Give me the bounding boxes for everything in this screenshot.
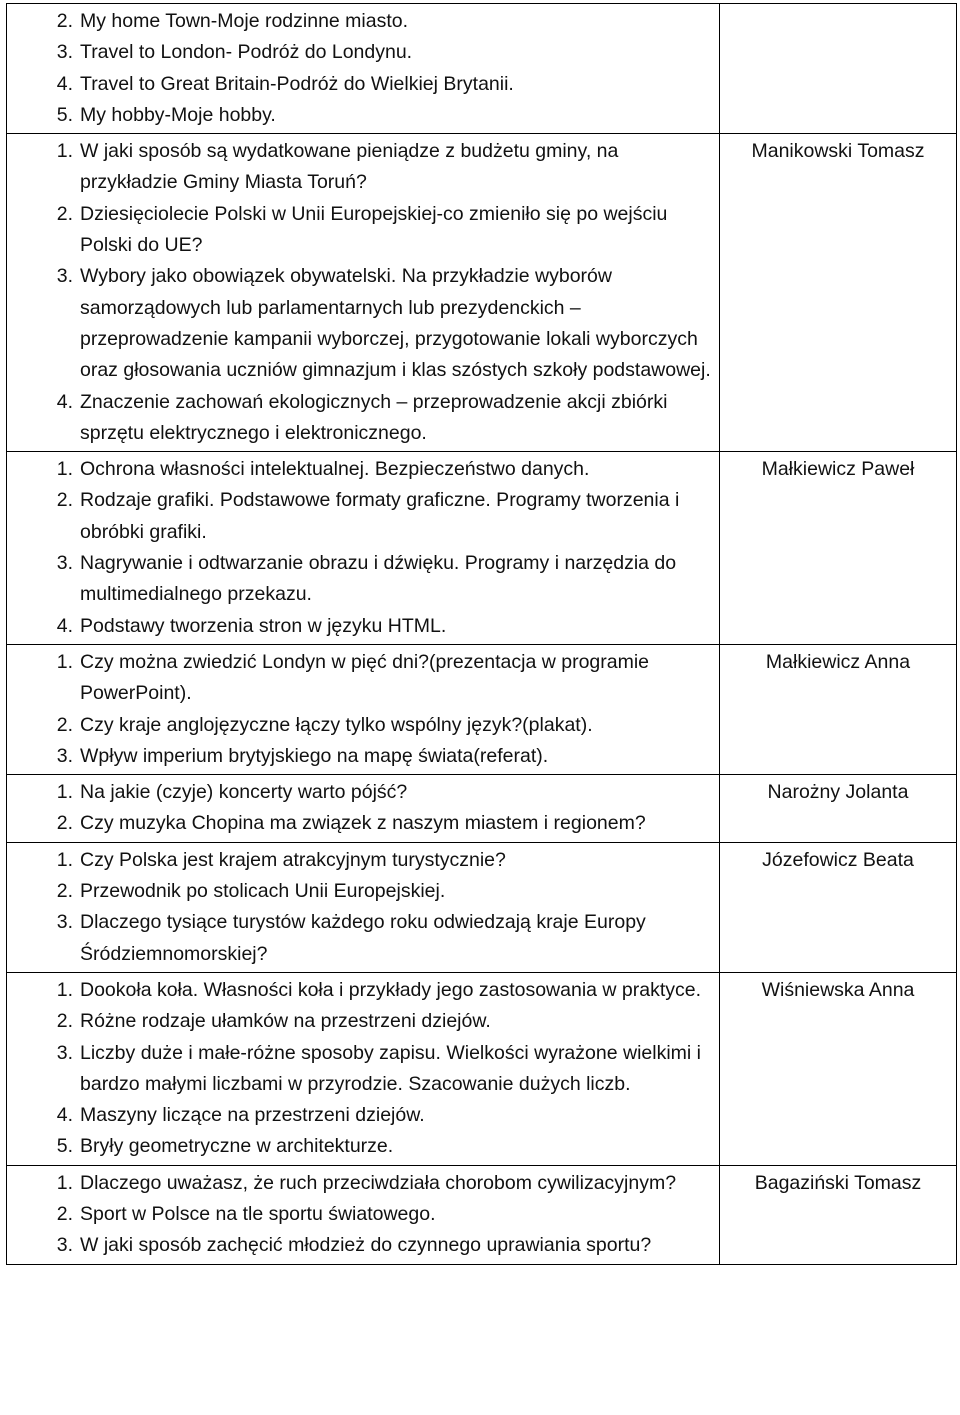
topics-cell [7,4,720,134]
list-item [7,741,713,772]
list-item [7,876,713,907]
item-text: Liczby duże i małe-różne sposoby zapisu. Wielkości wyrażone wielkimi i bardzo małymi liczbami w przyrodzie. Szacowanie dużych liczb. [80,1041,701,1095]
item-number: 2. [56,880,73,903]
list-item [7,6,713,37]
item-text: Wpływ imperium brytyjskiego na mapę świata(referat). [80,744,549,767]
item-number: 3. [56,41,73,64]
item-text: Czy można zwiedzić Londyn w pięć dni?(prezentacja w programie PowerPoint). [80,650,650,705]
teacher-cell [720,134,957,452]
item-number: 1. [56,781,73,804]
list-item [7,100,713,131]
list-item [7,1230,713,1261]
item-number: 1. [56,140,73,163]
teacher-cell [720,452,957,645]
item-number: 2. [56,812,73,835]
item-number: 3. [56,552,73,575]
topics-table-body [7,4,957,1265]
item-text: Sport w Polsce na tle sportu światowego. [80,1202,436,1225]
item-text: Ochrona własności intelektualnej. Bezpieczeństwo danych. [80,458,590,481]
item-text: Dlaczego tysiące turystów każdego roku odwiedzają kraje Europy Śródziemnomorskiej? [80,911,646,965]
teacher-name: Manikowski Tomasz [751,140,925,163]
list-item [7,1100,713,1131]
item-number: 1. [56,848,73,871]
item-text: Przewodnik po stolicach Unii Europejskiej. [80,880,446,903]
item-text: My hobby-Moje hobby. [80,103,276,126]
item-number: 5. [56,1135,73,1158]
list-item [7,808,713,839]
item-number: 3. [56,265,73,288]
item-text: Różne rodzaje ułamków na przestrzeni dziejów. [80,1010,491,1033]
teacher-name: Bagaziński Tomasz [754,1171,922,1194]
table-row [7,4,957,134]
item-text: Travel to Great Britain-Podróż do Wielkiej Brytanii. [80,72,514,95]
list-item [7,1038,713,1101]
item-text: Bryły geometryczne w architekturze. [80,1135,394,1158]
list-item [7,611,713,642]
item-number: 3. [56,1234,73,1257]
item-number: 1. [56,458,73,481]
item-text: My home Town-Moje rodzinne miasto. [80,10,409,32]
item-number: 1. [56,650,73,673]
teacher-cell [720,1165,957,1264]
item-number: 3. [56,744,73,767]
list-item [7,1131,713,1162]
list-item [7,1168,713,1199]
item-number: 3. [56,1041,73,1064]
topics-cell [7,842,720,972]
item-text: Czy Polska jest krajem atrakcyjnym turystycznie? [80,848,506,871]
item-number: 2. [56,10,73,32]
list-item [7,1006,713,1037]
teacher-name: Wiśniewska Anna [761,978,915,1001]
item-number: 2. [56,1202,73,1225]
item-text: Czy kraje anglojęzyczne łączy tylko wspólny język?(plakat). [80,713,593,736]
list-item [7,647,713,710]
item-number: 4. [56,614,73,637]
list-item [7,69,713,100]
teacher-name: Józefowicz Beata [762,848,914,871]
item-number: 2. [56,489,73,512]
list-item [7,548,713,611]
teacher-name: Narożny Jolanta [767,781,909,804]
table-row [7,1165,957,1264]
topics-cell [7,972,720,1165]
list-item [7,261,713,386]
item-text: Wybory jako obowiązek obywatelski. Na przykładzie wyborów samorządowych lub parlamentarnych lub prezydenckich – przeprowadzenie kampanii wyborczej, przygotowanie lokali wyborczych oraz głosowania uczniów gimnazjum i klas szóstych szkoły podstawowej. [80,265,711,382]
item-text: Travel to London- Podróż do Londynu. [80,41,413,64]
list-item [7,975,713,1006]
topics-cell [7,1165,720,1264]
item-text: Podstawy tworzenia stron w języku HTML. [80,614,447,637]
topics-cell [7,134,720,452]
table-row [7,452,957,645]
item-number: 1. [56,1171,73,1194]
table-row [7,972,957,1165]
list-item [7,777,713,808]
table-row [7,134,957,452]
item-text: W jaki sposób zachęcić młodzież do czynnego uprawiania sportu? [80,1234,652,1257]
list-item [7,37,713,68]
teacher-name: Małkiewicz Anna [765,650,911,673]
topics-table [6,3,957,1265]
item-text: Znaczenie zachowań ekologicznych – przeprowadzenie akcji zbiórki sprzętu elektrycznego i elektronicznego. [80,390,668,444]
teacher-cell [720,4,957,134]
list-item [7,710,713,741]
table-row [7,644,957,774]
item-text: Dlaczego uważasz, że ruch przeciwdziała chorobom cywilizacyjnym? [80,1171,677,1194]
item-text: Rodzaje grafiki. Podstawowe formaty graficzne. Programy tworzenia i obróbki grafiki. [80,489,680,543]
list-item [7,199,713,262]
list-item [7,845,713,876]
item-number: 1. [56,978,73,1001]
list-item [7,907,713,970]
item-text: Dziesięciolecie Polski w Unii Europejskiej-co zmieniło się po wejściu Polski do UE? [80,202,668,257]
topics-cell [7,452,720,645]
topics-cell [7,775,720,843]
teacher-cell [720,644,957,774]
teacher-cell [720,842,957,972]
teacher-cell [720,972,957,1165]
topics-cell [7,644,720,774]
item-text: Dookoła koła. Własności koła i przykłady jego zastosowania w praktyce. [80,978,702,1001]
item-number: 2. [56,202,73,225]
list-item [7,136,713,199]
item-number: 3. [56,911,73,934]
item-text: Czy muzyka Chopina ma związek z naszym miastem i regionem? [80,812,646,835]
teacher-cell [720,775,957,843]
list-item [7,485,713,548]
list-item [7,387,713,450]
item-text: Nagrywanie i odtwarzanie obrazu i dźwięku. Programy i narzędzia do multimedialnego przekazu. [80,552,677,606]
item-number: 2. [56,713,73,736]
item-text: Maszyny liczące na przestrzeni dziejów. [80,1104,425,1127]
item-text: W jaki sposób są wydatkowane pieniądze z budżetu gminy, na przykładzie Gminy Miasta Toruń? [80,140,619,194]
table-row [7,842,957,972]
item-number: 4. [56,72,73,95]
item-number: 5. [56,103,73,126]
item-number: 4. [56,1104,73,1127]
item-number: 4. [56,390,73,413]
list-item [7,454,713,485]
item-text: Na jakie (czyje) koncerty warto pójść? [80,781,408,804]
item-number: 2. [56,1010,73,1033]
table-row [7,775,957,843]
list-item [7,1199,713,1230]
teacher-name: Małkiewicz Paweł [761,458,915,481]
